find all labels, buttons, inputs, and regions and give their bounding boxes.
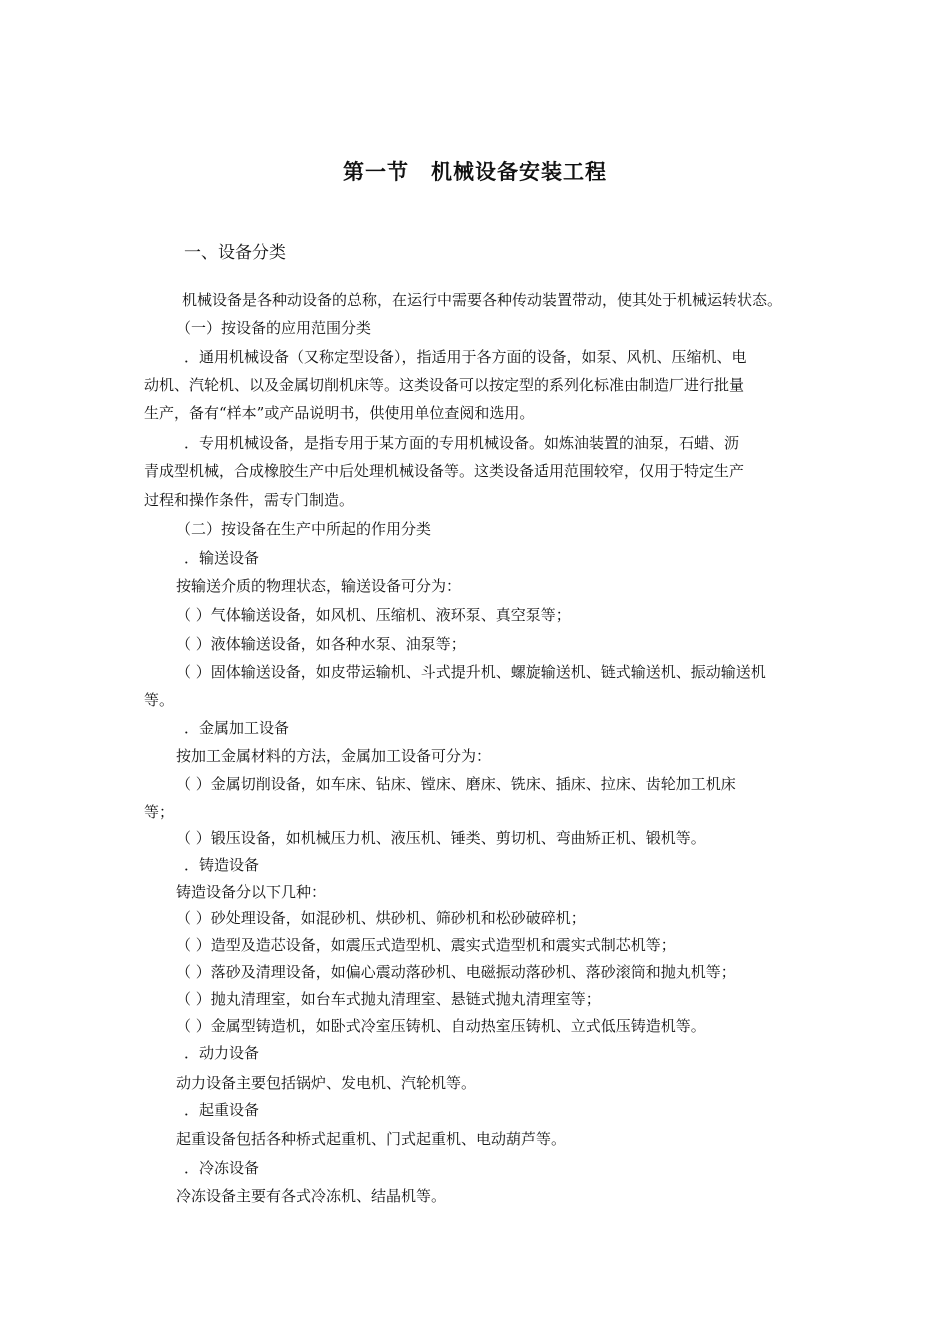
metal-item-2: （ ）锻压设备，如机械压力机、液压机、锤类、剪切机、弯曲矫正机、锻机等。: [176, 829, 706, 847]
section-1-paragraph-1-line-2: 动机、汽轮机、以及金属切削机床等。这类设备可以按定型的系列化标准由制造厂进行批量: [144, 376, 745, 394]
casting-desc: 铸造设备分以下几种：: [176, 883, 327, 901]
section-1-paragraph-2-line-1: ．专用机械设备，是指专用于某方面的专用机械设备。如炼油装置的油泵，石蜡、沥: [184, 434, 740, 452]
casting-item-1: （ ）砂处理设备，如混砂机、烘砂机、筛砂机和松砂破碎机；: [176, 909, 586, 927]
intro-paragraph: 机械设备是各种动设备的总称，在运行中需要各种传动装置带动，使其处于机械运转状态。: [182, 291, 783, 309]
conveying-item-1: （ ）气体输送设备，如风机、压缩机、液环泵、真空泵等；: [176, 606, 571, 624]
metal-title: ．金属加工设备: [184, 719, 290, 737]
lifting-title: ．起重设备: [184, 1101, 260, 1119]
casting-title: ．铸造设备: [184, 856, 260, 874]
section-1-heading: （一）按设备的应用范围分类: [176, 319, 372, 337]
lifting-desc: 起重设备包括各种桥式起重机、门式起重机、电动葫芦等。: [176, 1130, 567, 1148]
page-title: 第一节 机械设备安装工程: [343, 159, 607, 184]
conveying-item-2: （ ）液体输送设备，如各种水泵、油泵等；: [176, 635, 466, 653]
casting-item-4: （ ）抛丸清理室，如台车式抛丸清理室、悬链式抛丸清理室等；: [176, 990, 601, 1008]
metal-item-1: （ ）金属切削设备，如车床、钻床、镗床、磨床、铣床、插床、拉床、齿轮加工机床: [176, 775, 736, 793]
section-1-paragraph-2-line-2: 青成型机械，合成橡胶生产中后处理机械设备等。这类设备适用范围较窄，仅用于特定生产: [144, 462, 745, 480]
casting-item-2: （ ）造型及造芯设备，如震压式造型机、震实式造型机和震实式制芯机等；: [176, 936, 676, 954]
refrig-title: ．冷冻设备: [184, 1159, 260, 1177]
conveying-title: ．输送设备: [184, 549, 260, 567]
heading-equipment-classification: 一、设备分类: [184, 243, 286, 263]
section-1-paragraph-1-line-3: 生产，备有“样本”或产品说明书，供使用单位查阅和选用。: [144, 404, 535, 422]
metal-desc: 按加工金属材料的方法，金属加工设备可分为：: [176, 747, 492, 765]
section-2-heading: （二）按设备在生产中所起的作用分类: [176, 520, 432, 538]
conveying-desc: 按输送介质的物理状态，输送设备可分为：: [176, 577, 462, 595]
casting-item-3: （ ）落砂及清理设备，如偏心震动落砂机、电磁振动落砂机、落砂滚筒和抛丸机等；: [176, 963, 736, 981]
power-desc: 动力设备主要包括锅炉、发电机、汽轮机等。: [176, 1074, 477, 1092]
conveying-item-3: （ ）固体输送设备，如皮带运输机、斗式提升机、螺旋输送机、链式输送机、振动输送机: [176, 663, 766, 681]
metal-item-1-cont: 等；: [144, 803, 175, 821]
power-title: ．动力设备: [184, 1044, 260, 1062]
refrig-desc: 冷冻设备主要有各式冷冻机、结晶机等。: [176, 1187, 447, 1205]
section-1-paragraph-2-line-3: 过程和操作条件，需专门制造。: [144, 491, 355, 509]
section-1-paragraph-1-line-1: ．通用机械设备（又称定型设备），指适用于各方面的设备，如泵、风机、压缩机、电: [184, 348, 747, 366]
casting-item-5: （ ）金属型铸造机，如卧式冷室压铸机、自动热室压铸机、立式低压铸造机等。: [176, 1017, 706, 1035]
conveying-item-3-cont: 等。: [144, 691, 175, 709]
